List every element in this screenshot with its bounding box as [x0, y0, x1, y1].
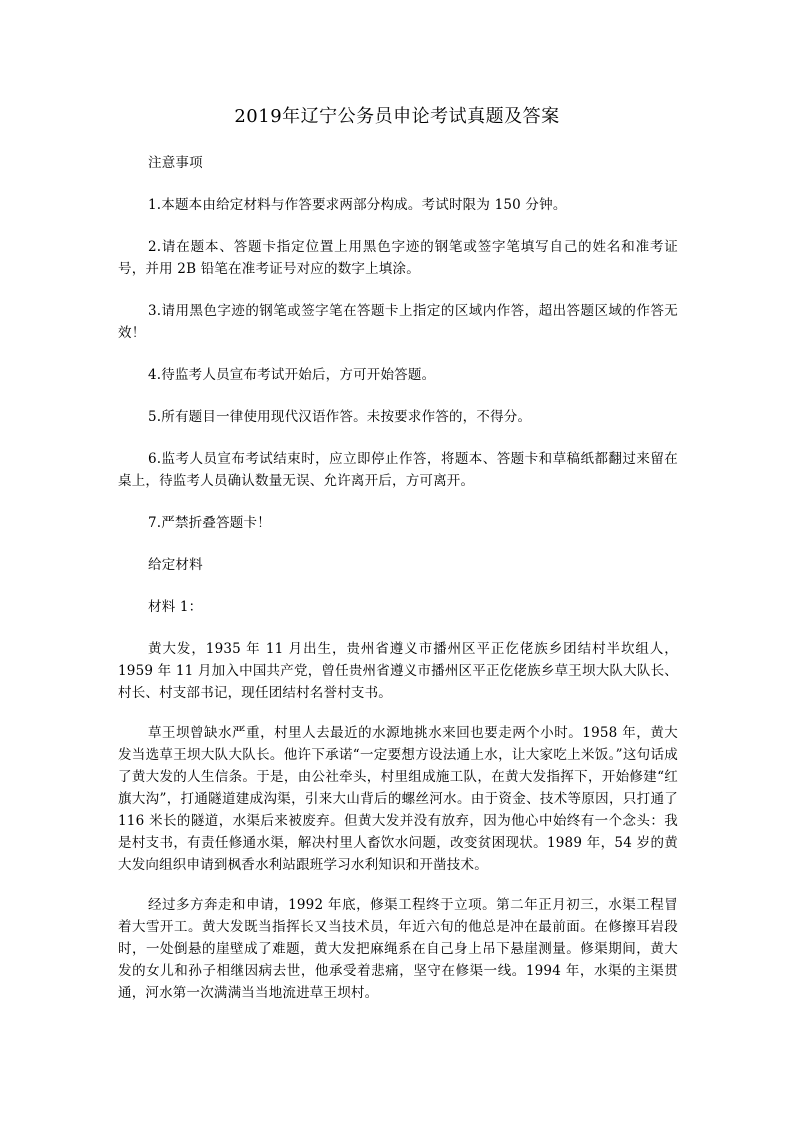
notice-item-2: 2.请在题本、答题卡指定位置上用黑色字迹的钢笔或签字笔填写自己的姓名和准考证号，并用 2B 铅笔在准考证号对应的数字上填涂。 — [118, 239, 678, 277]
notice-item-3: 3.请用黑色字迹的钢笔或签字笔在答题卡上指定的区域内作答，超出答题区域的作答无效！ — [118, 303, 678, 341]
notice-item-1: 1.本题本由给定材料与作答要求两部分构成。考试时限为 150 分钟。 — [148, 197, 567, 213]
notice-item-7: 7.严禁折叠答题卡！ — [148, 515, 271, 531]
material-1-heading: 材料 1： — [148, 599, 203, 615]
document-title: 2019年辽宁公务员申论考试真题及答案 — [234, 106, 560, 127]
notice-item-5: 5.所有题目一律使用现代汉语作答。未按要求作答的，不得分。 — [148, 409, 532, 425]
material-paragraph: 经过多方奔走和申请，1992 年底，修渠工程终于立项。第二年正月初三，水渠工程冒着大雪开工。黄大发既当指挥长又当技术员，年近六旬的他总是冲在最前面。在修擦耳岩段时，一处倒悬的崖壁成了难题，黄大发把麻绳系在自己身上吊下悬崖测量。修渠期间，黄大发的女儿和孙子相继因病去世，他承受着悲痛，坚守在修渠一线。1994 年，水渠的主渠贯通，河水第一次满满当当地流进草王坝村。 — [118, 897, 678, 1001]
section-heading-materials: 给定材料 — [148, 557, 203, 573]
notice-item-6: 6.监考人员宣布考试结束时，应立即停止作答，将题本、答题卡和草稿纸都翻过来留在桌上，待监考人员确认数量无误、允许离开后，方可离开。 — [118, 451, 678, 489]
notice-item-4: 4.待监考人员宣布考试开始后，方可开始答题。 — [148, 367, 436, 383]
document-body — [118, 152, 678, 1022]
material-paragraph: 草王坝曾缺水严重，村里人去最近的水源地挑水来回也要走两个小时。1958 年，黄大发当选草王坝大队大队长。他许下承诺“一定要想方设法通上水，让大家吃上米饭。”这句话成了黄大发的人生信条。于是，由公社牵头，村里组成施工队，在黄大发指挥下，开始修建“红旗大沟”，打通隧道建成沟渠，引来大山背后的螺丝河水。由于资金、技术等原因，只打通了 116 米长的隧道，水渠后来被废弃。但黄大发并没有放弃，因为他心中始终有一个念头：我是村支书，有责任修通水渠，解决村里人畜饮水问题，改变贫困现状。1989 年，54 岁的黄大发向组织申请到枫香水利站跟班学习水利知识和开凿技术。 — [118, 725, 678, 873]
material-paragraph: 黄大发，1935 年 11 月出生，贵州省遵义市播州区平正仡佬族乡团结村半坎组人，1959 年 11 月加入中国共产党，曾任贵州省遵义市播州区平正仡佬族乡草王坝大队大队长、村长、村支部书记，现任团结村名誉村支书。 — [118, 641, 678, 701]
section-heading-notice: 注意事项 — [148, 155, 203, 171]
